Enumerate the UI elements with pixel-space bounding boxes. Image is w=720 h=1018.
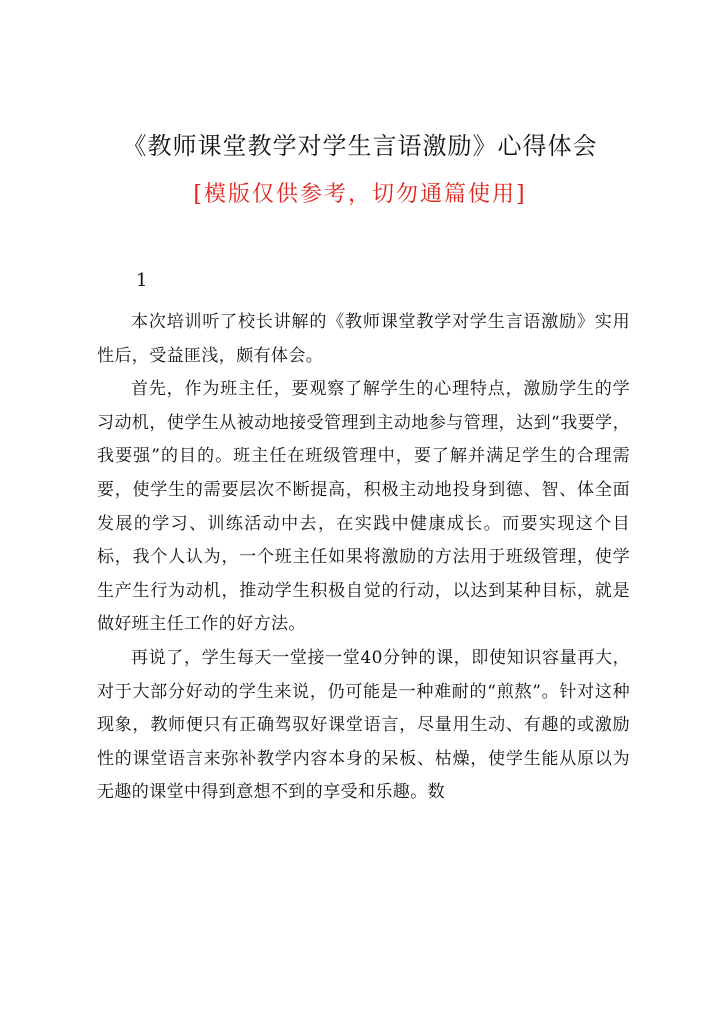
body-text <box>97 306 630 810</box>
document-title: 《教师课堂教学对学生言语激励》心得体会 <box>122 132 598 160</box>
section-number: 1 <box>136 270 148 291</box>
paragraph: 本次培训听了校长讲解的《教师课堂教学对学生言语激励》实用性后，受益匪浅，颇有体会。 <box>97 312 630 366</box>
paragraph: 再说了，学生每天一堂接一堂40分钟的课，即使知识容量再大，对于大部分好动的学生来说，仍可能是一种难耐的“煎熬”。针对这种现象，教师便只有正确驾驭好课堂语言，尽量用生动、有趣的或激励性的课堂语言来弥补教学内容本身的呆板、枯燥，使学生能从原以为无趣的课堂中得到意想不到的享受和乐趣。数 <box>97 647 630 803</box>
paragraph: 首先，作为班主任，要观察了解学生的心理特点，激励学生的学习动机，使学生从被动地接受管理到主动地参与管理，达到“我要学，我要强”的目的。班主任在班级管理中，要了解并满足学生的合理需要，使学生的需要层次不断提高，积极主动地投身到德、智、体全面发展的学习、训练活动中去，在实践中健康成长。而要实现这个目标，我个人认为，一个班主任如果将激励的方法用于班级管理，使学生产生行为动机，推动学生积极自觉的行动，以达到某种目标，就是做好班主任工作的好方法。 <box>97 379 630 635</box>
template-notice: [模版仅供参考，切勿通篇使用] <box>193 182 527 207</box>
